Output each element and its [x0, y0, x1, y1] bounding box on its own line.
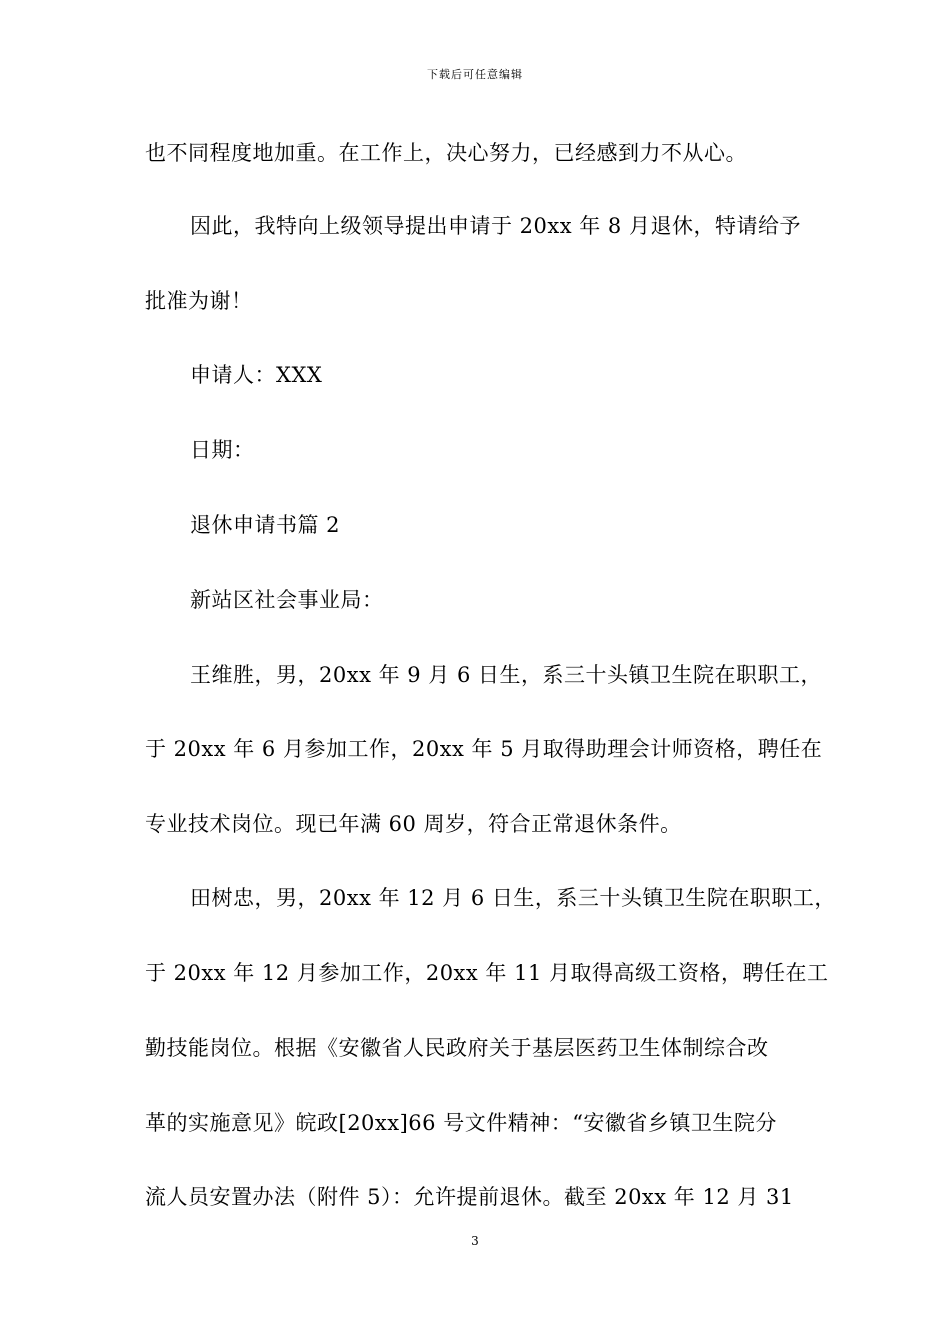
body-line: 批准为谢！ — [145, 289, 253, 313]
body-line: 新站区社会事业局： — [190, 588, 384, 612]
page-header: 下载后可任意编辑 — [427, 68, 523, 81]
body-line: 王维胜，男，20xx 年 9 月 6 日生，系三十头镇卫生院在职职工， — [190, 663, 823, 687]
body-line: 流人员安置办法（附件 5）：允许提前退休。截至 20xx 年 12 月 31 — [145, 1185, 794, 1209]
body-line: 田树忠，男，20xx 年 12 月 6 日生，系三十头镇卫生院在职职工， — [190, 886, 836, 910]
body-line: 革的实施意见》皖政[20xx]66 号文件精神：“安徽省乡镇卫生院分 — [145, 1111, 777, 1135]
body-line: 日期： — [190, 438, 255, 462]
body-line: 也不同程度地加重。在工作上，决心努力，已经感到力不从心。 — [145, 141, 747, 165]
page-number: 3 — [471, 1234, 479, 1248]
body-line: 于 20xx 年 12 月参加工作，20xx 年 11 月取得高级工资格，聘任在工 — [145, 961, 829, 985]
body-line: 专业技术岗位。现已年满 60 周岁，符合正常退休条件。 — [145, 812, 682, 836]
body-line: 勤技能岗位。根据《安徽省人民政府关于基层医药卫生体制综合改 — [145, 1036, 769, 1060]
body-line: 于 20xx 年 6 月参加工作，20xx 年 5 月取得助理会计师资格，聘任在 — [145, 737, 823, 761]
body-line: 申请人：XXX — [190, 363, 323, 387]
section-heading: 退休申请书篇 2 — [190, 513, 341, 537]
body-line: 因此，我特向上级领导提出申请于 20xx 年 8 月退休，特请给予 — [190, 214, 801, 238]
